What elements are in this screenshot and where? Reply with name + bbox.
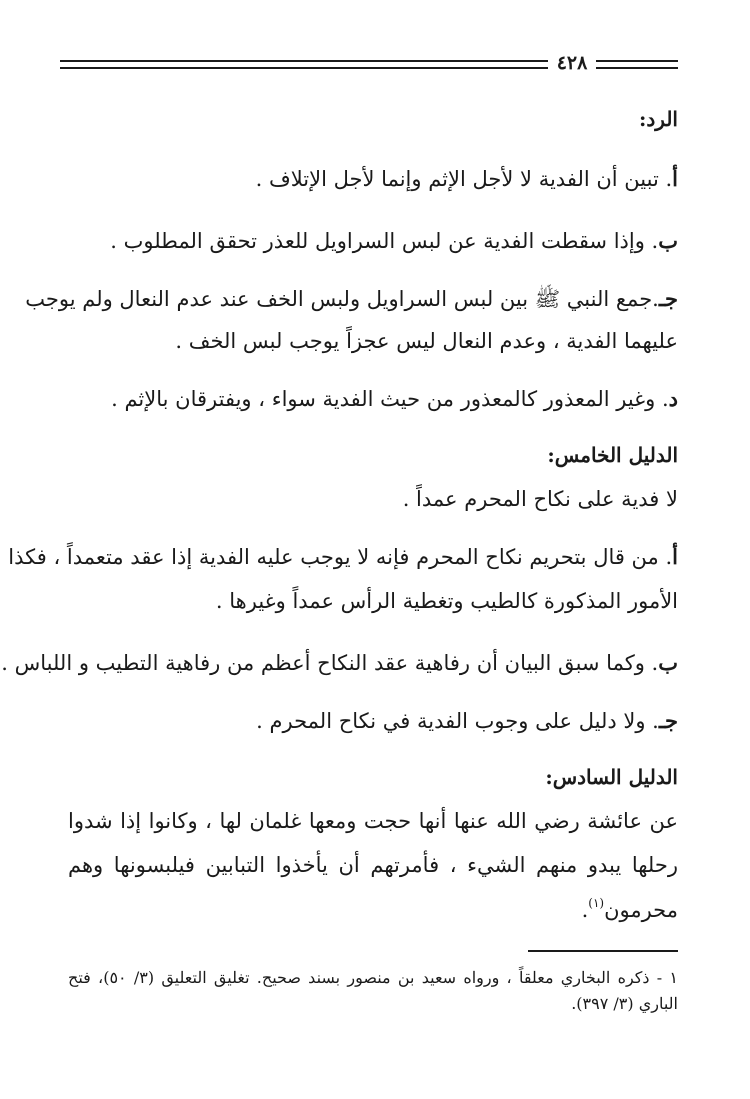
reply-item-d-text: . وغير المعذور كالمعذور من حيث الفدية سواء ، ويفترقان بالإثم . (111, 387, 669, 411)
sixth-line-2: رحلها يبدو منهم الشيء ، فأمرتهم أن يأخذوا التبابين فيلبسونها وهم (68, 853, 678, 877)
sixth-line-1: عن عائشة رضي الله عنها أنها حجت ومعها غلمان لها ، وكانوا إذا شدوا (68, 809, 678, 833)
footnote-divider (528, 950, 678, 952)
fifth-item-b-text: . وكما سبق البيان أن رفاهية عقد النكاح أعظم من رفاهية التطيب و اللباس . (1, 651, 659, 675)
fifth-item-a-label: أ (672, 544, 678, 569)
reply-item-a (68, 164, 678, 194)
reply-item-b-label: ب (658, 228, 678, 253)
header-rule-right (596, 60, 678, 69)
reply-item-c-label: جـ (658, 286, 678, 311)
reply-item-c-text: .جمع النبي ﷺ بين لبس السراويل ولبس الخف عند عدم النعال ولم يوجب (25, 287, 659, 311)
reply-item-d-label: د (668, 386, 678, 411)
heading-sixth-evidence: الدليل السادس: (545, 765, 678, 789)
fifth-item-c (68, 706, 678, 736)
sixth-line-3 (68, 888, 678, 925)
heading-fifth-evidence: الدليل الخامس: (547, 443, 678, 467)
fifth-item-a-text: . من قال بتحريم نكاح المحرم فإنه لا يوجب عليه الفدية إذا عقد متعمداً ، فكذا (8, 545, 673, 569)
fifth-item-b-label: ب (658, 650, 678, 675)
reply-item-c (25, 284, 678, 314)
reply-item-c-continuation: عليهما الفدية ، وعدم النعال ليس عجزاً يوجب لبس الخف . (175, 329, 678, 353)
sixth-line-3-text: محرمون (604, 898, 678, 922)
fifth-item-c-label: جـ (658, 708, 678, 733)
footnote-line-2: الباري (٣/ ٣٩٧). (571, 994, 678, 1013)
reply-item-b (68, 226, 678, 256)
reply-item-d (68, 384, 678, 414)
fifth-statement: لا فدية على نكاح المحرم عمداً . (402, 487, 678, 511)
header-rule-left (60, 60, 548, 69)
reply-item-b-text: . وإذا سقطت الفدية عن لبس السراويل للعذر تحقق المطلوب . (110, 229, 659, 253)
fifth-item-b (1, 648, 678, 678)
page-header (60, 52, 678, 74)
reply-item-a-label: أ (672, 166, 678, 191)
page-number: ٤٢٨ (556, 52, 588, 74)
footnote-line-1: ١ - ذكره البخاري معلقاً ، ورواه سعيد بن منصور بسند صحيح. تغليق التعليق (٣/ ٥٠)، فتح (68, 968, 678, 987)
sixth-line-3-end: . (581, 898, 589, 922)
fifth-item-a (8, 542, 678, 572)
reply-item-a-text: . تبين أن الفدية لا لأجل الإثم وإنما لأجل الإتلاف . (255, 167, 673, 191)
fifth-item-a-continuation: الأمور المذكورة كالطيب وتغطية الرأس عمداً وغيرها . (215, 589, 678, 613)
heading-reply: الرد: (639, 107, 678, 131)
footnote-reference: (١) (588, 896, 605, 910)
fifth-item-c-text: . ولا دليل على وجوب الفدية في نكاح المحرم . (256, 709, 659, 733)
